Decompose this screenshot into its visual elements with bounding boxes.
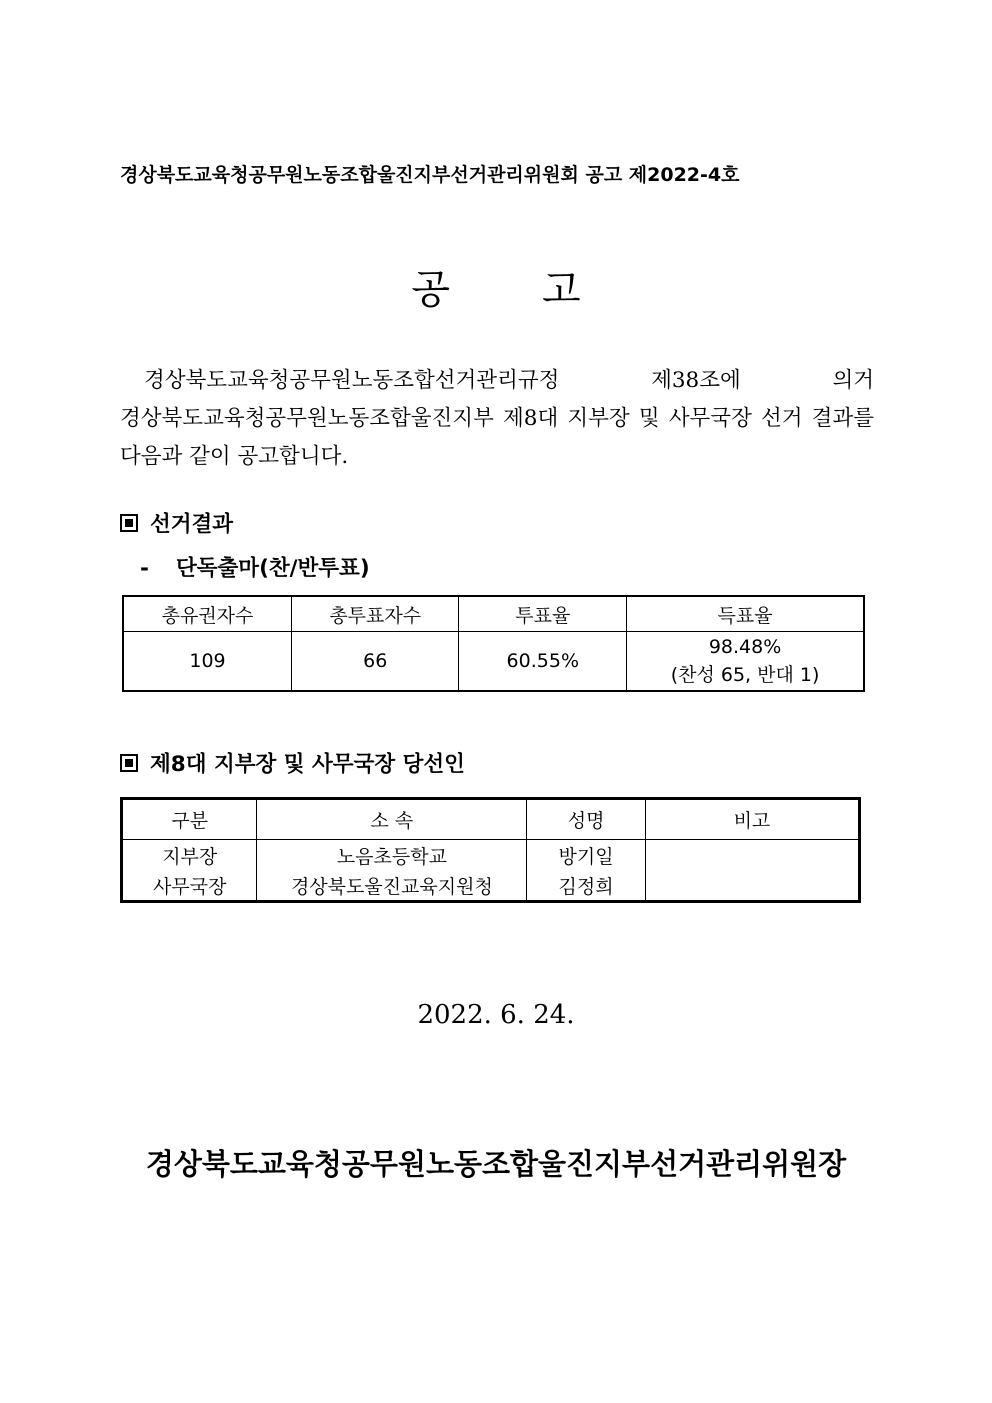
cell-note — [645, 870, 859, 902]
sub-heading-label: 단독출마(찬/반투표) — [176, 556, 370, 581]
sub-heading-single-candidate — [140, 551, 370, 582]
page-title — [0, 258, 992, 315]
table-row — [122, 840, 860, 871]
filled-square-icon — [120, 754, 138, 772]
title-char-1: 공 — [411, 267, 450, 313]
filled-square-icon — [120, 514, 138, 532]
dash-bullet: - — [140, 556, 149, 581]
title-char-2: 고 — [542, 267, 581, 313]
results-table — [122, 595, 865, 692]
cell-note — [645, 840, 859, 871]
header-affiliation: 소 속 — [257, 799, 527, 840]
table-row — [122, 870, 860, 902]
header-note: 비고 — [645, 799, 859, 840]
cell-position: 지부장 — [122, 840, 257, 871]
header-total-votes: 총투표자수 — [292, 596, 459, 632]
cell-total-votes: 66 — [292, 632, 459, 692]
cell-turnout: 60.55% — [459, 632, 627, 692]
notice-body — [120, 362, 874, 476]
results-table-header-row — [123, 596, 864, 632]
notice-paragraph: 경상북도교육청공무원노동조합선거관리규정 제38조에 의거 경상북도교육청공무원노동조합울진지부 제8대 지부장 및 사무국장 선거 결과를 다음과 같이 공고합니다. — [120, 368, 874, 469]
header-total-voters: 총유권자수 — [123, 596, 292, 632]
section-heading-results — [120, 507, 233, 538]
header-turnout: 투표율 — [459, 596, 627, 632]
vote-share-value: 98.48% — [708, 636, 782, 658]
cell-affiliation: 경상북도울진교육지원청 — [257, 870, 527, 902]
cell-name: 김정희 — [527, 870, 646, 902]
winners-table — [120, 797, 861, 903]
winners-table-header-row — [122, 799, 860, 840]
notice-date: 2022. 6. 24. — [417, 1000, 575, 1030]
signature-authority: 경상북도교육청공무원노동조합울진지부선거관리위원장 — [145, 1147, 847, 1181]
cell-total-voters: 109 — [123, 632, 292, 692]
cell-position: 사무국장 — [122, 870, 257, 902]
section-heading-winners — [120, 747, 465, 778]
cell-vote-share — [627, 632, 864, 692]
vote-share-detail: (찬성 65, 반대 1) — [670, 664, 820, 686]
section-heading-winners-label: 제8대 지부장 및 사무국장 당선인 — [150, 752, 465, 777]
notice-number: 경상북도교육청공무원노동조합울진지부선거관리위원회 공고 제2022-4호 — [120, 164, 740, 186]
header-name: 성명 — [527, 799, 646, 840]
header-position: 구분 — [122, 799, 257, 840]
header-vote-share: 득표율 — [627, 596, 864, 632]
section-heading-results-label: 선거결과 — [150, 512, 234, 537]
cell-affiliation: 노음초등학교 — [257, 840, 527, 871]
cell-name: 방기일 — [527, 840, 646, 871]
table-row — [123, 632, 864, 692]
